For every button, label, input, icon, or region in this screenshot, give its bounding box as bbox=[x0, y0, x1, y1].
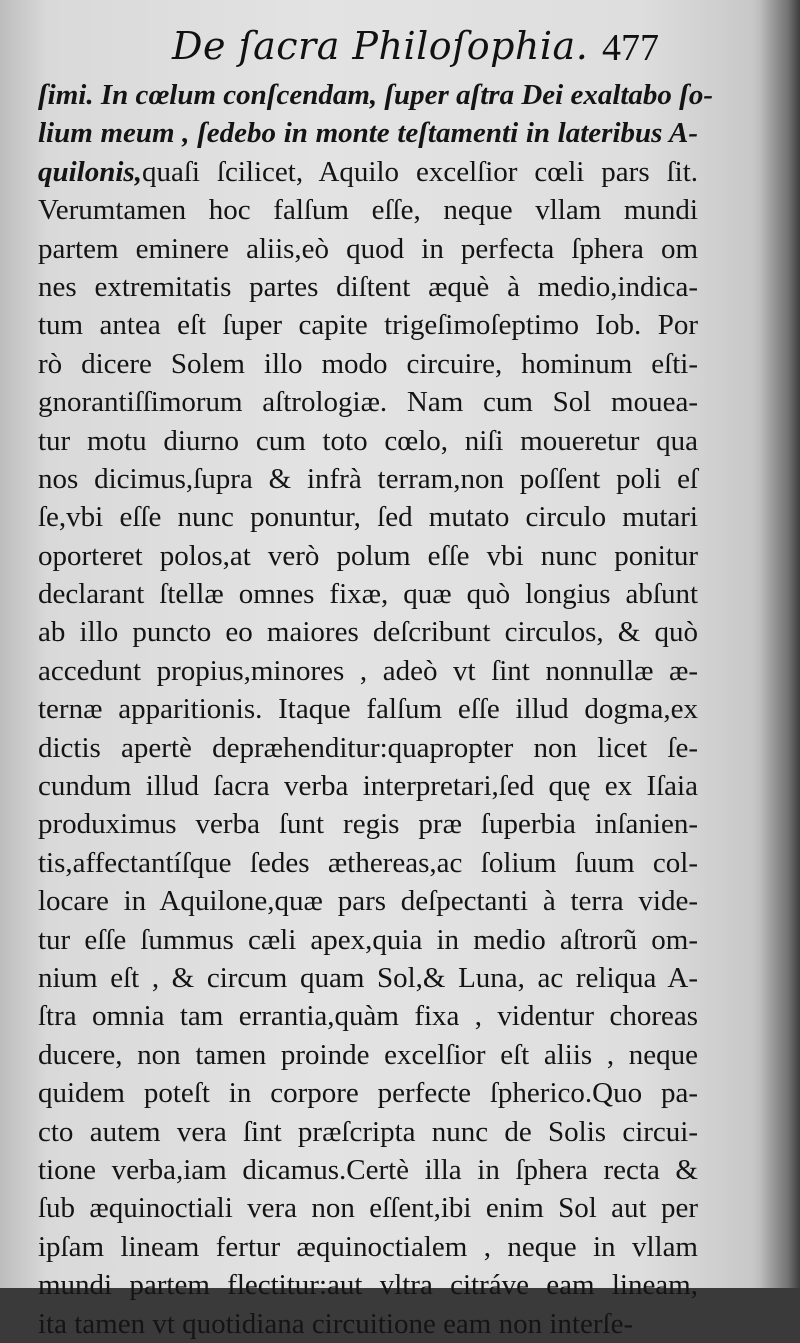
roman-text: Verumtamen hoc falſum eſſe, neque vllam mundi bbox=[38, 194, 698, 227]
text-line bbox=[38, 345, 698, 383]
roman-text: ſtra omnia tam errantia,quàm fixa , videntur choreas bbox=[38, 1000, 698, 1033]
page-edge-shadow bbox=[760, 0, 800, 1288]
roman-text: locare in Aquilone,quæ pars deſpectanti à terra vide- bbox=[38, 885, 698, 918]
text-line bbox=[38, 805, 698, 843]
roman-text: ſub æquinoctiali vera non eſſent,ibi enim Sol aut per bbox=[38, 1192, 698, 1225]
roman-text: quidem poteſt in corpore perfecte ſpherico.Quo pa- bbox=[38, 1077, 698, 1110]
text-line bbox=[38, 1189, 698, 1227]
text-line bbox=[38, 921, 698, 959]
text-line bbox=[38, 1266, 698, 1304]
text-line bbox=[38, 767, 698, 805]
text-line bbox=[38, 575, 698, 613]
text-line bbox=[38, 76, 714, 114]
roman-text: gnorantiſſimorum aſtrologiæ. Nam cum Sol moueа- bbox=[38, 386, 698, 419]
text-line bbox=[38, 844, 698, 882]
running-head bbox=[0, 18, 800, 78]
text-line bbox=[38, 1228, 698, 1266]
text-line bbox=[38, 690, 698, 728]
roman-text: ternæ apparitionis. Itaque falſum eſſe illud dogma,ex bbox=[38, 693, 698, 726]
roman-text: oporteret polos,at verò polum eſſe vbi nunc ponitur bbox=[38, 539, 698, 572]
roman-text: ita tamen vt quotidiana circuitione eam non interſe- bbox=[38, 1307, 634, 1340]
roman-text: nium eſt , & circum quam Sol,& Luna, ac reliqua A- bbox=[38, 961, 698, 994]
text-line bbox=[38, 498, 698, 536]
roman-text: ab illo puncto eo maiores deſcribunt circulos, & quò bbox=[38, 616, 698, 649]
text-line bbox=[38, 959, 698, 997]
roman-text: declarant ſtellæ omnes fixæ, quæ quò longius abſunt bbox=[38, 578, 698, 611]
roman-text: tur motu diurno cum toto cœlo, niſi moueretur qua bbox=[38, 424, 698, 457]
roman-text: tur eſſe ſummus cæli apex,quia in medio aſtrorũ om- bbox=[38, 923, 698, 956]
text-line bbox=[38, 729, 698, 767]
roman-text: partem eminere aliis,eò quod in perfecta ſphera om bbox=[38, 232, 698, 265]
roman-text: nes extremitatis partes diſtent æquè à medio,indica- bbox=[38, 270, 698, 303]
text-line bbox=[38, 383, 698, 421]
text-line bbox=[38, 268, 698, 306]
text-line bbox=[38, 460, 698, 498]
text-line bbox=[38, 114, 698, 152]
roman-text: produximus verba ſunt regis præ ſuperbia inſanien- bbox=[38, 808, 698, 841]
roman-text: dictis apertè depræhenditur:quapropter non licet ſe- bbox=[38, 731, 698, 764]
page-number: 477 bbox=[602, 27, 659, 69]
roman-text: nos dicimus,ſupra & infrà terram,non poſſent poli eſ bbox=[38, 462, 698, 495]
text-line bbox=[38, 1074, 698, 1112]
roman-text: mundi partem flectitur:aut vltra citráve eam lineam, bbox=[38, 1269, 698, 1302]
roman-text: tis,affectantíſque ſedes æthereas,ac ſolium ſuum col- bbox=[38, 846, 698, 879]
text-line bbox=[38, 230, 698, 268]
roman-text: ſe,vbi eſſe nunc ponuntur, ſed mutato circulo mutari bbox=[38, 501, 698, 534]
text-line bbox=[38, 153, 698, 191]
text-line bbox=[38, 1113, 698, 1151]
text-line bbox=[38, 1036, 698, 1074]
text-line bbox=[38, 422, 698, 460]
roman-text: cundum illud ſacra verba interpretari,ſed quę ex Iſaia bbox=[38, 770, 698, 803]
text-line bbox=[38, 191, 698, 229]
roman-text: ducere, non tamen proinde excelſior eſt aliis , neque bbox=[38, 1038, 698, 1071]
roman-text: tione verba,iam dicamus.Certè illa in ſphera recta & bbox=[38, 1153, 698, 1186]
roman-text: ipſam lineam fertur æquinoctialem , neque in vllam bbox=[38, 1230, 698, 1263]
roman-text: cto autem vera ſint præſcripta nunc de Solis circui- bbox=[38, 1115, 698, 1148]
running-head-title: De ſacra Philoſophia. bbox=[172, 24, 589, 68]
italic-quote-text: lium meum , ſedebo in monte teſtamenti in lateribus A- bbox=[38, 117, 698, 150]
body-text bbox=[38, 76, 714, 1343]
text-line bbox=[38, 306, 698, 344]
text-line bbox=[38, 613, 698, 651]
roman-text: quaſi ſcilicet, Aquilo excelſior cœli pars ſit. bbox=[141, 155, 698, 188]
italic-quote-text: ſimi. In cœlum conſcendam, ſuper aſtra Dei exaltabo ſo- bbox=[38, 79, 714, 111]
text-line bbox=[38, 1151, 698, 1189]
roman-text: tum antea eſt ſuper capite trigeſimoſeptimo Iob. Por bbox=[38, 309, 698, 342]
text-line bbox=[38, 997, 698, 1035]
text-line bbox=[38, 652, 698, 690]
text-line bbox=[38, 1305, 698, 1343]
text-line bbox=[38, 537, 698, 575]
italic-quote-text: quilonis, bbox=[38, 155, 142, 188]
text-line bbox=[38, 882, 698, 920]
roman-text: accedunt propius,minores , adeò vt ſint nonnullæ æ- bbox=[38, 654, 698, 687]
roman-text: rò dicere Solem illo modo circuire, hominum eſti- bbox=[38, 347, 698, 380]
